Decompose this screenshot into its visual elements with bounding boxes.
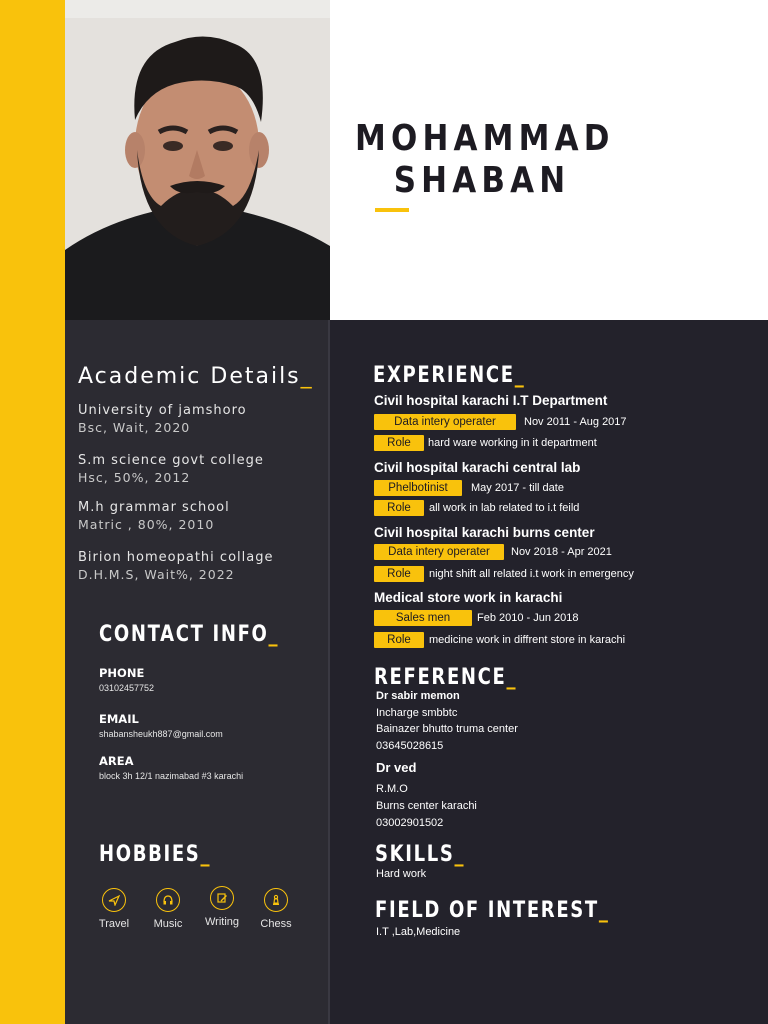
job-position-badge: Sales men [374, 610, 472, 626]
job-dates: May 2017 - till date [471, 482, 564, 494]
role-badge: Role [374, 500, 424, 516]
job-place: Civil hospital karachi I.T Department [374, 393, 608, 408]
travel-icon [102, 888, 126, 912]
hobby-label: Writing [204, 916, 240, 928]
job-dates: Feb 2010 - Jun 2018 [477, 612, 579, 624]
reference-heading: REFERENCE_ [374, 665, 518, 690]
hobby-label: Music [153, 918, 183, 930]
school-detail: Bsc, Wait, 2020 [78, 420, 191, 435]
school-name: Birion homeopathi collage [78, 550, 274, 565]
school-name: S.m science govt college [78, 453, 264, 468]
email-value: shabansheukh887@gmail.com [99, 729, 223, 739]
hobby-chess [246, 888, 306, 930]
job-role: hard ware working in it department [428, 437, 597, 449]
area-label: AREA [99, 754, 134, 768]
academic-details-heading: Academic Details_ [78, 364, 314, 389]
writing-icon [210, 886, 234, 910]
hobbies-heading: HOBBIES_ [99, 842, 212, 867]
role-badge: Role [374, 566, 424, 582]
school-detail: Matric , 80%, 2010 [78, 517, 215, 532]
reference-line: R.M.O [376, 783, 408, 795]
candidate-name [355, 118, 615, 202]
role-badge: Role [374, 435, 424, 451]
job-place: Civil hospital karachi burns center [374, 525, 595, 540]
academic-item [78, 549, 273, 583]
role-badge: Role [374, 632, 424, 648]
phone-label: PHONE [99, 666, 145, 680]
field-of-interest-heading: FIELD OF INTEREST_ [375, 898, 610, 923]
academic-item [78, 402, 247, 436]
chess-icon [264, 888, 288, 912]
job-position-badge: Data intery operater [374, 414, 516, 430]
hobby-label: Travel [98, 918, 130, 930]
reference-name: Dr sabir memon [376, 690, 460, 702]
job-position-badge: Data intery operater [374, 544, 504, 560]
interest-text: I.T ,Lab,Medicine [376, 926, 461, 938]
contact-info-heading: CONTACT INFO_ [99, 622, 280, 647]
school-detail: D.H.M.S, Wait%, 2022 [78, 567, 235, 582]
profile-photo [65, 0, 330, 320]
hobby-travel [84, 888, 144, 930]
job-place: Civil hospital karachi central lab [374, 460, 581, 475]
hobby-music [138, 888, 198, 930]
phone-value: 03102457752 [99, 683, 155, 693]
last-name: SHABAN [393, 160, 571, 201]
job-role: medicine work in diffrent store in karachi [429, 634, 626, 646]
name-underline [375, 208, 409, 212]
reference-phone: 03002901502 [376, 817, 444, 829]
skills-heading: SKILLS_ [375, 842, 466, 867]
area-value: block 3h 12/1 nazimabad #3 karachi [99, 771, 244, 781]
reference-phone: 03645028615 [376, 740, 444, 752]
school-name: University of jamshoro [78, 403, 247, 418]
hobby-writing [192, 886, 252, 928]
job-dates: Nov 2011 - Aug 2017 [524, 416, 627, 428]
reference-line: Burns center karachi [376, 800, 477, 812]
school-name: M.h grammar school [78, 500, 230, 515]
reference-name: Dr ved [376, 760, 417, 775]
job-dates: Nov 2018 - Apr 2021 [511, 546, 612, 558]
job-role: night shift all related i.t work in emergency [429, 568, 634, 580]
job-place: Medical store work in karachi [374, 590, 563, 605]
skills-text: Hard work [376, 868, 427, 880]
music-icon [156, 888, 180, 912]
job-role: all work in lab related to i.t feild [429, 502, 580, 514]
experience-heading: EXPERIENCE_ [373, 363, 526, 388]
email-label: EMAIL [99, 712, 139, 726]
accent-sidebar-bar [0, 0, 65, 1024]
first-name: MOHAMMAD [355, 118, 615, 159]
school-detail: Hsc, 50%, 2012 [78, 470, 191, 485]
job-position-badge: Phelbotinist [374, 480, 462, 496]
panel-divider [328, 320, 330, 1024]
academic-item [78, 499, 230, 533]
reference-line: Bainazer bhutto truma center [376, 723, 518, 735]
academic-item [78, 452, 264, 486]
reference-line: Incharge smbbtc [376, 707, 458, 719]
hobby-label: Chess [260, 918, 292, 930]
